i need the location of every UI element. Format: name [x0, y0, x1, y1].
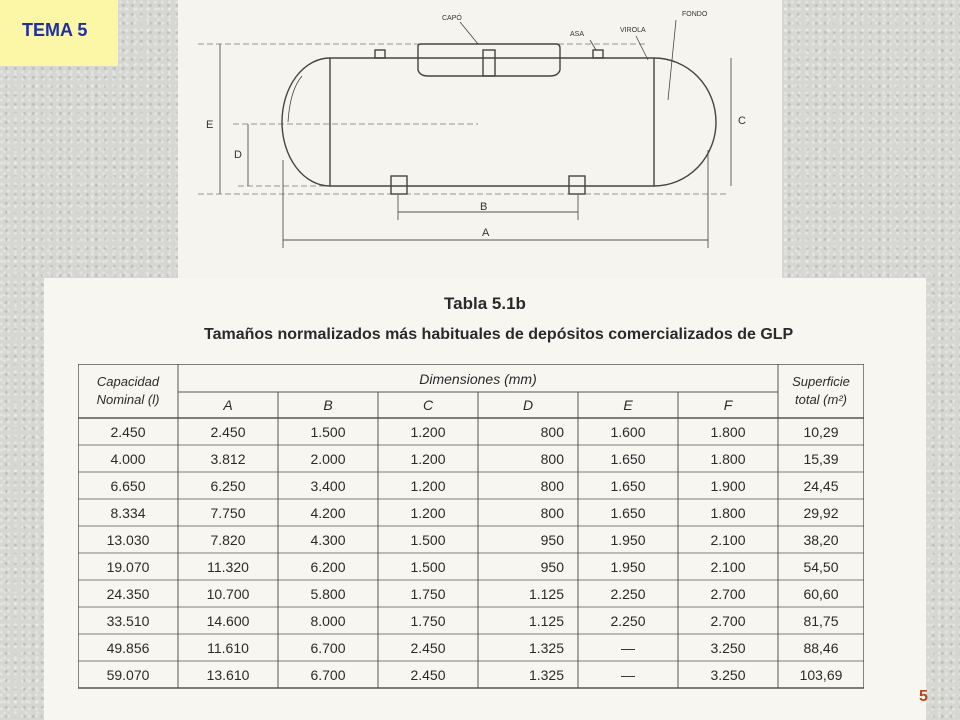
table-cell: 1.200 [410, 424, 446, 440]
table-cell: 1.950 [610, 559, 646, 575]
table-cell: 33.510 [106, 613, 150, 629]
table-cell: 2.450 [110, 424, 146, 440]
table-cell: 24.350 [106, 586, 150, 602]
table-cell: 103,69 [799, 667, 843, 683]
table-cell: 6.700 [310, 640, 346, 656]
table-cell: 1.950 [610, 532, 646, 548]
table-cell: 11.320 [207, 559, 249, 575]
tank-diagram [178, 0, 782, 280]
dimensions-table [78, 364, 864, 690]
table-cell: 1.200 [410, 451, 446, 467]
label-fondo: FONDO [682, 11, 708, 18]
table-cell: 1.125 [528, 586, 564, 602]
table-cell: 1.500 [410, 532, 446, 548]
table-cell: 1.600 [610, 424, 646, 440]
table-cell: 6.250 [210, 478, 246, 494]
table-cell: 1.325 [528, 640, 564, 656]
table-cell: 950 [540, 559, 564, 575]
table-cell: 3.812 [210, 451, 246, 467]
table-cell: 1.200 [410, 505, 446, 521]
table-cell: 1.325 [528, 667, 564, 683]
table-cell: 1.750 [410, 586, 446, 602]
capacity-header-line1: Capacidad [96, 374, 160, 389]
tema-label: TEMA 5 [22, 20, 88, 40]
label-virola: VIROLA [620, 27, 646, 34]
table-cell: 1.900 [710, 478, 746, 494]
table-cell: 2.250 [610, 586, 646, 602]
table-cell: — [621, 667, 635, 683]
dimensions-header: Dimensiones (mm) [419, 371, 537, 387]
table-cell: 8.334 [110, 505, 146, 521]
column-header-f: F [723, 397, 733, 413]
dim-label-a: A [482, 227, 490, 239]
table-cell: 13.030 [106, 532, 150, 548]
table-cell: 7.750 [210, 505, 246, 521]
table-cell: 11.610 [207, 640, 249, 656]
table-cell: 2.450 [410, 667, 446, 683]
table-cell: 60,60 [803, 586, 839, 602]
column-header-c: C [422, 397, 434, 413]
surface-header-line1: Superficie [792, 374, 850, 389]
table-cell: 1.800 [710, 505, 746, 521]
dim-label-e: E [206, 119, 214, 131]
table-cell: 2.000 [310, 451, 346, 467]
table-cell: 81,75 [803, 613, 839, 629]
table-cell: 800 [540, 451, 564, 467]
table-cell: 15,39 [803, 451, 839, 467]
table-cell: 13.610 [206, 667, 250, 683]
table-cell: 1.750 [410, 613, 446, 629]
dim-label-c: C [738, 115, 746, 127]
table-cell: 3.250 [710, 667, 746, 683]
table-cell: 19.070 [106, 559, 150, 575]
table-cell: 2.700 [710, 613, 746, 629]
table-cell: 6.650 [110, 478, 146, 494]
tank-drawing [178, 0, 782, 280]
table-cell: 1.125 [528, 613, 564, 629]
table-cell: 800 [540, 505, 564, 521]
column-header-a: A [223, 397, 233, 413]
table-cell: 8.000 [310, 613, 346, 629]
table-cell: 3.400 [310, 478, 346, 494]
table-cell: 2.100 [710, 532, 746, 548]
table-cell: 6.200 [310, 559, 346, 575]
table-cell: 10.700 [206, 586, 250, 602]
table-cell: 950 [540, 532, 564, 548]
table-cell: 1.650 [610, 451, 646, 467]
table-cell: — [621, 640, 635, 656]
label-asa: ASA [570, 31, 585, 38]
dim-label-b: B [480, 201, 488, 213]
dim-label-d: D [234, 149, 242, 161]
table-cell: 2.450 [210, 424, 246, 440]
capacity-header-line2: Nominal (l) [96, 392, 160, 407]
table-cell: 2.450 [410, 640, 446, 656]
table-cell: 4.000 [110, 451, 146, 467]
table-subtitle: Tamaños normalizados más habituales de depósitos comercializados de GLP [204, 326, 794, 343]
table-cell: 1.500 [310, 424, 346, 440]
table-cell: 14.600 [206, 613, 250, 629]
table-cell: 54,50 [803, 559, 839, 575]
table-cell: 1.650 [610, 478, 646, 494]
table-cell: 1.800 [710, 451, 746, 467]
label-capo: CAPÓ [442, 15, 462, 22]
table-cell: 800 [540, 424, 564, 440]
table-cell: 88,46 [803, 640, 839, 656]
table-cell: 4.300 [310, 532, 346, 548]
column-header-d: D [522, 397, 534, 413]
table-cell: 38,20 [803, 532, 839, 548]
surface-header-line2: total (m²) [795, 392, 847, 407]
table-cell: 59.070 [106, 667, 150, 683]
table-cell: 1.500 [410, 559, 446, 575]
table-cell: 1.650 [610, 505, 646, 521]
tema-badge [0, 0, 118, 66]
table-cell: 5.800 [310, 586, 346, 602]
table-cell: 2.700 [710, 586, 746, 602]
table-title: Tabla 5.1b [444, 294, 526, 313]
table-cell: 1.200 [410, 478, 446, 494]
table-cell: 1.800 [710, 424, 746, 440]
table-cell: 7.820 [210, 532, 246, 548]
table-cell: 2.250 [610, 613, 646, 629]
table-cell: 4.200 [310, 505, 346, 521]
column-header-e: E [623, 397, 633, 413]
table-cell: 6.700 [310, 667, 346, 683]
table-cell: 49.856 [106, 640, 150, 656]
table-cell: 3.250 [710, 640, 746, 656]
table-cell: 800 [540, 478, 564, 494]
table-panel [44, 278, 926, 720]
page-number: 5 [919, 688, 928, 705]
column-header-b: B [323, 397, 333, 413]
table-cell: 24,45 [803, 478, 839, 494]
table-cell: 29,92 [803, 505, 839, 521]
table-cell: 10,29 [803, 424, 839, 440]
table-cell: 2.100 [710, 559, 746, 575]
